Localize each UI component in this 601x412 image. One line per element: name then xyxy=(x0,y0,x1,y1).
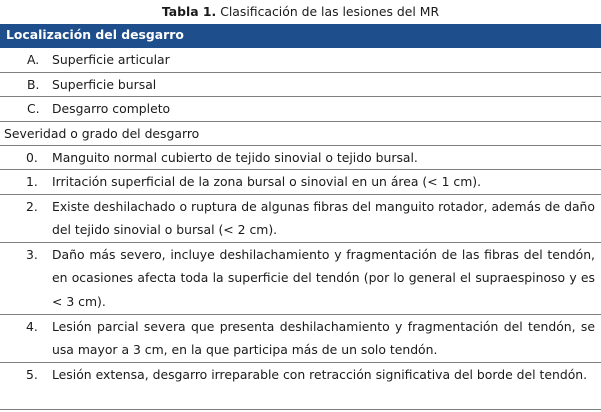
classification-table xyxy=(0,24,601,410)
severity-item-0 xyxy=(0,146,601,171)
item-marker: 1. xyxy=(26,174,38,189)
item-text: Lesión parcial severa que presenta deshilachamiento y fragmentación del tendón, se usa mayor a 3 cm, en la que participa más de un solo tendón. xyxy=(52,318,595,357)
item-text: Desgarro completo xyxy=(52,101,171,116)
location-item-a xyxy=(0,48,601,73)
item-marker: 5. xyxy=(26,366,38,382)
item-text: Daño más severo, incluye deshilachamiento y fragmentación de las fibras del tendón, en ocasiones afecta toda la superficie del tendón (por lo general el supraespinoso y es < 3 cm). xyxy=(52,246,595,309)
caption-text: Clasificación de las lesiones del MR xyxy=(220,4,440,19)
severity-item-3 xyxy=(0,243,601,315)
item-marker: C. xyxy=(27,101,40,116)
item-text: Superficie bursal xyxy=(52,76,157,92)
item-text: Existe deshilachado o ruptura de algunas fibras del manguito rotador, además de daño del tejido sinovial o bursal (< 2 cm). xyxy=(52,198,595,237)
severity-item-5 xyxy=(0,363,601,410)
item-text: Superficie articular xyxy=(52,52,170,67)
severity-item-2 xyxy=(0,195,601,243)
item-marker: B. xyxy=(27,76,40,92)
severity-item-1 xyxy=(0,170,601,195)
item-text: Lesión extensa, desgarro irreparable con retracción significativa del borde del tendón. xyxy=(52,366,588,382)
item-marker: 4. xyxy=(26,318,38,334)
location-header: Localización del desgarro xyxy=(0,24,601,48)
item-marker: 2. xyxy=(26,198,38,214)
item-marker: 3. xyxy=(26,246,38,262)
location-item-b xyxy=(0,73,601,98)
table-caption xyxy=(0,2,601,22)
severity-header: Severidad o grado del desgarro xyxy=(0,122,601,146)
location-item-c xyxy=(0,97,601,122)
item-marker: 0. xyxy=(26,149,38,165)
item-text: Manguito normal cubierto de tejido sinovial o tejido bursal. xyxy=(52,149,418,165)
severity-item-4 xyxy=(0,315,601,363)
caption-label: Tabla 1. xyxy=(161,4,217,19)
item-text: Irritación superficial de la zona bursal o sinovial en un área (< 1 cm). xyxy=(52,174,482,189)
item-marker: A. xyxy=(27,52,40,67)
